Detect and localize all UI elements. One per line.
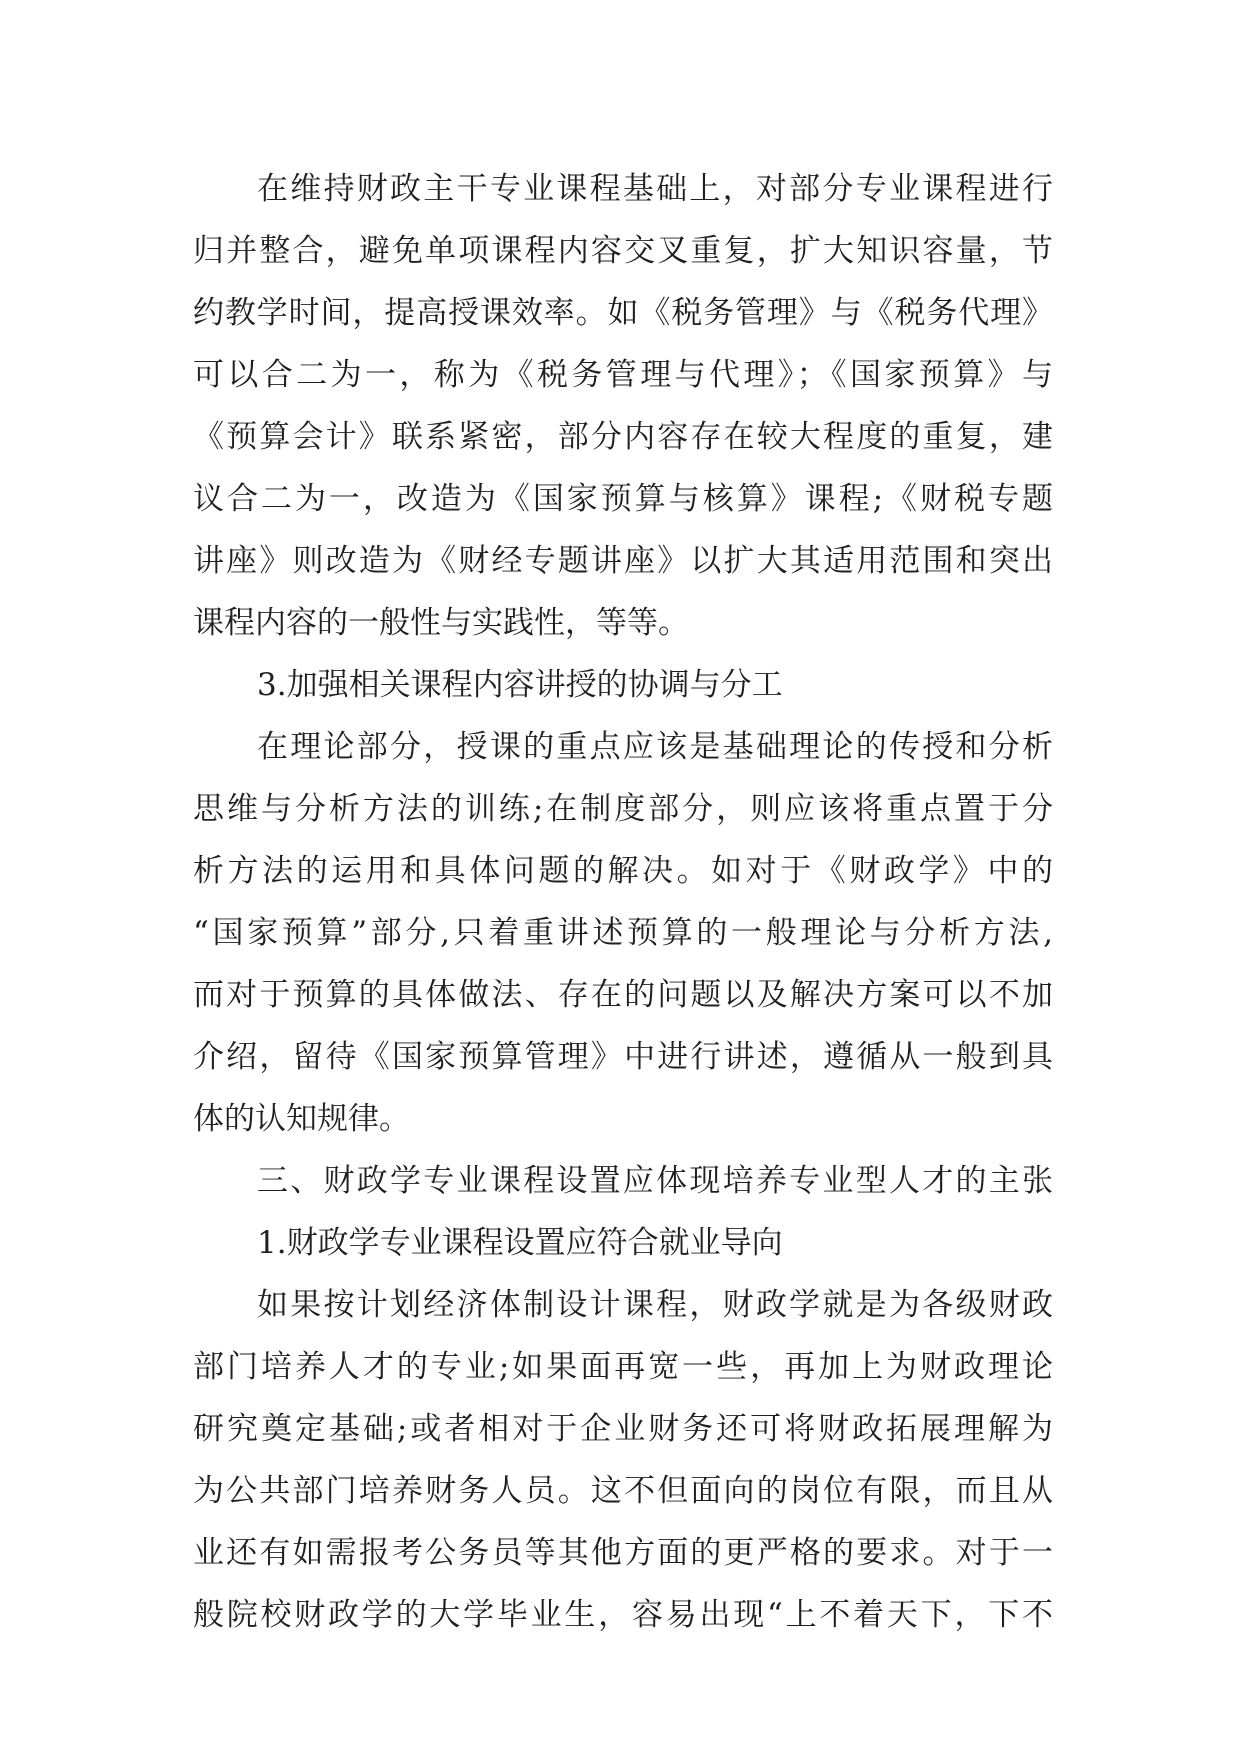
text-line: 约教学时间，提高授课效率。如《税务管理》与《税务代理》 xyxy=(193,295,1053,331)
text-line: 议合二为一，改造为《国家预算与核算》课程;《财税专题 xyxy=(193,481,1053,517)
text-line: “国家预算”部分,只着重讲述预算的一般理论与分析方法, xyxy=(193,915,1053,951)
document-body xyxy=(193,158,1053,1646)
text-line: 般院校财政学的大学毕业生，容易出现“上不着天下，下不 xyxy=(193,1597,1053,1633)
text-line: 在理论部分，授课的重点应该是基础理论的传授和分析 xyxy=(257,729,1053,765)
text-line: 析方法的运用和具体问题的解决。如对于《财政学》中的 xyxy=(193,853,1053,889)
section-heading: 3.加强相关课程内容讲授的协调与分工 xyxy=(257,667,783,703)
chapter-heading: 三、财政学专业课程设置应体现培养专业型人才的主张 xyxy=(257,1163,1053,1199)
text-line: 思维与分析方法的训练;在制度部分，则应该将重点置于分 xyxy=(193,791,1053,827)
text-line: 可以合二为一，称为《税务管理与代理》；《国家预算》与 xyxy=(193,357,1053,393)
text-line: 《预算会计》联系紧密，部分内容存在较大程度的重复，建 xyxy=(193,419,1053,455)
text-line: 讲座》则改造为《财经专题讲座》以扩大其适用范围和突出 xyxy=(193,543,1053,579)
section-heading: 1.财政学专业课程设置应符合就业导向 xyxy=(257,1225,783,1261)
text-line: 如果按计划经济体制设计课程，财政学就是为各级财政 xyxy=(257,1287,1053,1323)
text-line: 为公共部门培养财务人员。这不但面向的岗位有限，而且从 xyxy=(193,1473,1053,1509)
text-line: 研究奠定基础;或者相对于企业财务还可将财政拓展理解为 xyxy=(193,1411,1053,1447)
text-line: 而对于预算的具体做法、存在的问题以及解决方案可以不加 xyxy=(193,977,1053,1013)
text-line: 在维持财政主干专业课程基础上，对部分专业课程进行 xyxy=(257,171,1053,207)
text-line: 介绍，留待《国家预算管理》中进行讲述，遵循从一般到具 xyxy=(193,1039,1053,1075)
text-line: 归并整合，避免单项课程内容交叉重复，扩大知识容量，节 xyxy=(193,233,1053,269)
text-line: 业还有如需报考公务员等其他方面的更严格的要求。对于一 xyxy=(193,1535,1053,1571)
text-line: 部门培养人才的专业;如果面再宽一些，再加上为财政理论 xyxy=(193,1349,1053,1385)
text-line: 课程内容的一般性与实践性，等等。 xyxy=(193,605,689,641)
text-line: 体的认知规律。 xyxy=(193,1101,410,1137)
